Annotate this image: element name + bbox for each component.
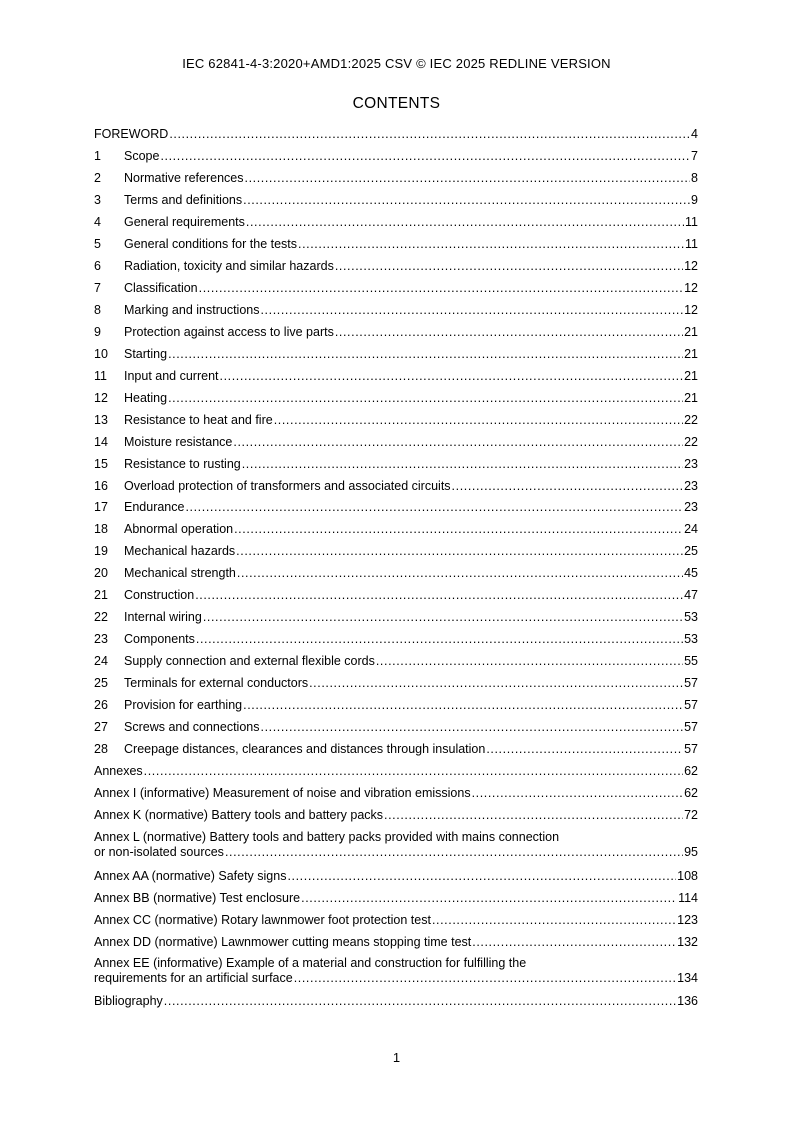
entry-title: Annex CC (normative) Rotary lawnmower foot protection test [94,913,431,927]
entry-page-number: 12 [684,302,698,317]
dot-leader [274,412,683,428]
dot-leader [168,346,683,362]
section-number: 23 [94,632,108,647]
entry-page-number: 45 [684,566,698,581]
entry-title: Heating [124,390,168,405]
toc-entry[interactable] [94,912,698,928]
dot-leader [203,609,683,625]
entry-page-number: 7 [691,148,698,163]
toc-entry[interactable] [94,148,698,164]
entry-title: Radiation, toxicity and similar hazards [124,258,334,273]
section-number: 21 [94,588,108,603]
section-number: 24 [94,654,108,669]
entry-title: Screws and connections [124,720,260,735]
toc-entry[interactable] [94,741,698,757]
section-number: 2 [94,170,101,185]
entry-title: Resistance to rusting [124,456,241,471]
dot-leader [236,543,683,559]
entry-title-line2-row [94,971,698,986]
entry-page-number: 55 [684,654,698,669]
entry-title: Terminals for external conductors [124,676,309,691]
toc-entry[interactable] [94,543,698,559]
dot-leader [243,697,683,713]
dot-leader [144,763,683,779]
entry-title: Construction [124,588,195,603]
entry-title: Annexes [94,764,143,779]
entry-page-number: 134 [677,971,698,985]
entry-title: Abnormal operation [124,522,234,537]
section-number: 8 [94,302,101,317]
entry-page-number: 72 [684,808,698,823]
toc-entry[interactable] [94,258,698,274]
dot-leader [376,653,683,669]
toc-entry[interactable] [94,697,698,713]
toc-entry[interactable] [94,565,698,581]
entry-title: Annex BB (normative) Test enclosure [94,891,301,905]
entry-title: General conditions for the tests [124,236,298,251]
dot-leader [242,456,683,472]
dot-leader [246,214,684,230]
contents-title: CONTENTS [352,95,441,112]
section-number: 9 [94,324,101,339]
toc-entry[interactable] [94,368,698,384]
dot-leader [301,890,677,906]
entry-page-number: 62 [684,786,698,801]
section-number: 19 [94,544,108,559]
entry-page-number: 22 [684,412,698,427]
toc-entry[interactable] [94,324,698,340]
dot-leader [452,478,684,494]
entry-page-number: 108 [677,869,698,883]
entry-page-number: 12 [684,258,698,273]
dot-leader [225,845,683,860]
entry-title: Annex K (normative) Battery tools and battery packs [94,808,384,823]
entry-page-number: 23 [684,456,698,471]
entry-title: Classification [124,280,198,295]
toc-entry[interactable] [94,521,698,537]
dot-leader [287,868,676,884]
section-number: 28 [94,742,108,757]
dot-leader [164,993,676,1009]
entry-title: Provision for earthing [124,698,243,713]
dot-leader [298,236,684,252]
toc-entry[interactable] [94,785,698,801]
section-number: 26 [94,698,108,713]
entry-title: Terms and definitions [124,192,243,207]
entry-page-number: 21 [684,324,698,339]
section-number: 10 [94,346,108,361]
entry-page-number: 8 [691,170,698,185]
entry-page-number: 57 [684,698,698,713]
toc-entry[interactable] [94,675,698,691]
toc-entry[interactable] [94,412,698,428]
dot-leader [486,741,683,757]
section-number: 17 [94,500,108,515]
entry-title: Annex I (informative) Measurement of noise and vibration emissions [94,786,471,801]
dot-leader [160,148,690,164]
entry-title: Mechanical hazards [124,544,236,559]
entry-page-number: 21 [684,368,698,383]
section-number: 20 [94,566,108,581]
dot-leader [309,675,683,691]
entry-page-number: 53 [684,632,698,647]
section-number: 5 [94,236,101,251]
entry-page-number: 23 [684,500,698,515]
entry-title: Normative references [124,170,244,185]
entry-page-number: 53 [684,610,698,625]
entry-title: Components [124,632,195,647]
toc-entry[interactable] [94,807,698,823]
section-number: 14 [94,434,108,449]
entry-page-number: 4 [691,127,698,141]
toc-entry[interactable] [94,214,698,230]
entry-title-line2: requirements for an artificial surface [94,971,293,985]
toc-entry[interactable] [94,434,698,450]
dot-leader [185,499,683,515]
dot-leader [233,434,683,450]
dot-leader [237,565,683,581]
entry-page-number: 136 [677,994,698,1008]
dot-leader [196,631,683,647]
toc-entry[interactable] [94,609,698,625]
dot-leader [335,258,683,274]
section-number: 27 [94,720,108,735]
dot-leader [234,521,683,537]
page-number: 1 [392,1050,401,1065]
dot-leader [199,280,683,296]
section-number: 3 [94,192,101,207]
entry-page-number: 57 [684,676,698,691]
dot-leader [168,390,683,406]
entry-page-number: 62 [684,764,698,779]
toc-entry[interactable] [94,346,698,362]
entry-page-number: 9 [691,192,698,207]
entry-title: FOREWORD [94,127,169,141]
dot-leader [261,719,684,735]
dot-leader [220,368,684,384]
entry-page-number: 23 [684,478,698,493]
toc-entry[interactable] [94,830,698,860]
toc-entry[interactable] [94,993,698,1009]
section-number: 15 [94,456,108,471]
entry-page-number: 11 [685,236,698,251]
dot-leader [243,192,690,208]
section-number: 16 [94,478,108,493]
entry-title: Supply connection and external flexible cords [124,654,375,669]
toc-entry[interactable] [94,126,698,142]
section-number: 1 [94,148,101,163]
entry-page-number: 11 [685,214,698,229]
entry-title-line2: or non-isolated sources [94,845,224,859]
entry-page-number: 123 [677,913,698,927]
toc-entry[interactable] [94,934,698,950]
section-number: 13 [94,412,108,427]
toc-entry[interactable] [94,719,698,735]
section-number: 7 [94,280,101,295]
entry-page-number: 12 [684,280,698,295]
toc-entry[interactable] [94,478,698,494]
entry-title-line1: Annex EE (informative) Example of a material and construction for fulfilling the [94,956,527,970]
dot-leader [472,934,676,950]
entry-title: Annex AA (normative) Safety signs [94,869,287,883]
toc-entry[interactable] [94,890,698,906]
entry-title: Protection against access to live parts [124,324,334,339]
toc-entry[interactable] [94,236,698,252]
section-number: 4 [94,214,101,229]
entry-page-number: 24 [684,522,698,537]
section-number: 18 [94,522,108,537]
entry-page-number: 47 [684,588,698,603]
entry-title: Marking and instructions [124,302,260,317]
toc-entry[interactable] [94,170,698,186]
entry-page-number: 57 [684,720,698,735]
toc-entry[interactable] [94,587,698,603]
toc-entry[interactable] [94,653,698,669]
toc-entry[interactable] [94,956,698,986]
toc-entry[interactable] [94,868,698,884]
toc-entry[interactable] [94,763,698,779]
dot-leader [384,807,683,823]
entry-title-line2-row [94,845,698,860]
dot-leader [432,912,676,928]
entry-title-line1: Annex L (normative) Battery tools and battery packs provided with mains connection [94,830,560,844]
toc-entry[interactable] [94,499,698,515]
entry-title: Internal wiring [124,610,202,625]
toc-entry[interactable] [94,456,698,472]
entry-page-number: 22 [684,434,698,449]
entry-title: Resistance to heat and fire [124,412,273,427]
entry-title: Annex DD (normative) Lawnmower cutting means stopping time test [94,935,472,949]
entry-title: Overload protection of transformers and associated circuits [124,478,451,493]
entry-page-number: 21 [684,390,698,405]
entry-title: Bibliography [94,994,163,1008]
dot-leader [472,785,684,801]
entry-page-number: 25 [684,544,698,559]
entry-page-number: 114 [678,891,698,905]
dot-leader [335,324,683,340]
document-header: IEC 62841-4-3:2020+AMD1:2025 CSV © IEC 2025 REDLINE VERSION [182,56,611,71]
entry-page-number: 21 [684,346,698,361]
toc-entry[interactable] [94,192,698,208]
section-number: 22 [94,610,108,625]
toc-entry[interactable] [94,390,698,406]
section-number: 6 [94,258,101,273]
entry-title: Endurance [124,500,185,515]
dot-leader [260,302,683,318]
section-number: 11 [94,368,107,383]
toc-entry[interactable] [94,280,698,296]
dot-leader [169,126,690,142]
entry-title: Starting [124,346,168,361]
entry-title: Scope [124,148,160,163]
dot-leader [294,971,676,986]
toc-entry[interactable] [94,302,698,318]
toc-entry[interactable] [94,631,698,647]
entry-title: General requirements [124,214,245,229]
entry-title: Moisture resistance [124,434,233,449]
dot-leader [195,587,683,603]
entry-title: Input and current [124,368,219,383]
dot-leader [245,170,691,186]
entry-page-number: 57 [684,742,698,757]
section-number: 25 [94,676,108,691]
entry-page-number: 95 [684,845,698,859]
section-number: 12 [94,390,108,405]
entry-page-number: 132 [677,935,698,949]
entry-title: Creepage distances, clearances and distances through insulation [124,742,486,757]
entry-title: Mechanical strength [124,566,236,581]
